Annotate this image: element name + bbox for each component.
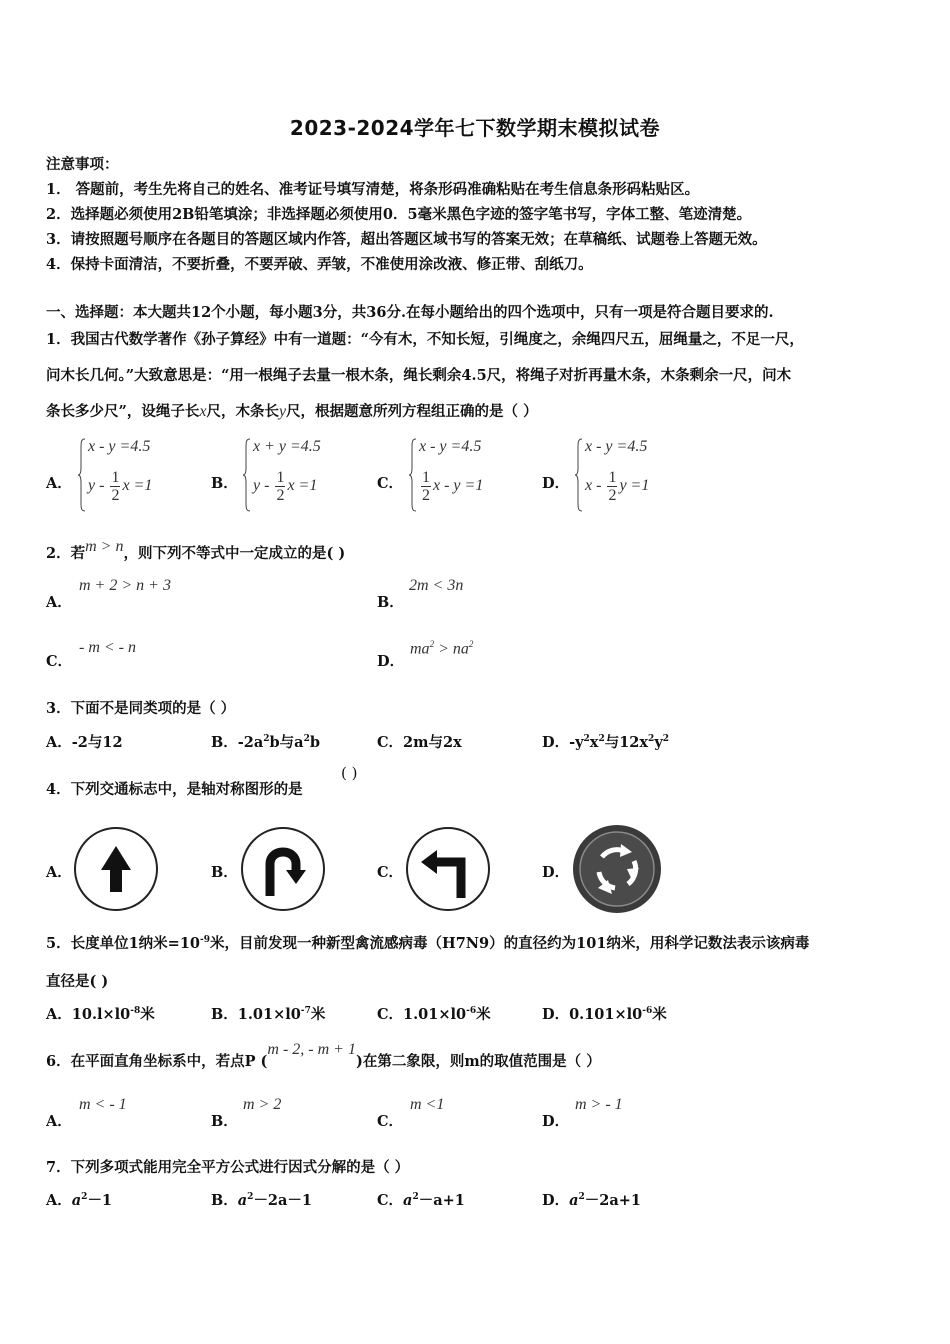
q1-option-c-system[interactable]: x - y =4.5 $\frac{1}{2}$ x - y =1 [409, 438, 509, 514]
section-heading: 一、选择题：本大题共12个小题，每小题3分，共36分.在每小题给出的四个选项中，只有一项是符合题目要求的. [46, 304, 774, 321]
q1-option-d-system[interactable]: x - y =4.5 x - $\frac{1}{2}$ y =1 [575, 438, 675, 514]
q2-option-c-expr[interactable]: - m < - n [79, 639, 137, 656]
notice-item-2: 2．选择题必须使用2B铅笔填涂；非选择题必须使用0．5毫米黑色字迹的签字笔书写，字体工整、笔迹清楚。 [46, 206, 752, 223]
q3-option-b[interactable]: B．$-2a^2b$与$a^2b$ [211, 734, 320, 751]
notice-item-1: 1． 答题前，考生先将自己的姓名、准考证号填写清楚，将条形码准确粘贴在考生信息条形码粘贴区。 [46, 181, 700, 198]
q2-option-a-label[interactable]: A． [46, 594, 72, 611]
notice-item-4: 4．保持卡面清洁，不要折叠，不要弄破、弄皱，不准使用涂改液、修正带、刮纸刀。 [46, 256, 593, 273]
roundabout-sign-icon[interactable] [572, 824, 662, 914]
q1-option-b-system[interactable]: x + y =4.5 y - $\frac{1}{2}$ x =1 [243, 438, 343, 514]
q7-option-d[interactable]: D．$a^2-2a+1$ [542, 1192, 641, 1209]
q1-option-a-system[interactable]: x - y =4.5 y - $\frac{1}{2}$ x =1 [78, 438, 178, 514]
q4-option-b-label[interactable]: B． [211, 864, 238, 881]
brace-icon [243, 438, 251, 512]
q1-option-d-label[interactable]: D． [542, 475, 570, 492]
left-turn-sign-icon[interactable] [405, 826, 491, 912]
q5-line-2: 直径是( ) [46, 973, 109, 990]
q1-line-3: 条长多少尺”，设绳子长x尺，木条长y尺，根据题意所列方程组正确的是（ ） [46, 403, 538, 420]
q5-option-a[interactable]: A．$10.l\times l0^{-8}$米 [46, 1006, 155, 1023]
q7-stem: 7．下列多项式能用完全平方公式进行因式分解的是（ ） [46, 1159, 410, 1176]
brace-icon [78, 438, 86, 512]
q6-option-d-label[interactable]: D． [542, 1113, 570, 1130]
q2-option-c-label[interactable]: C． [46, 653, 73, 670]
brace-icon [575, 438, 583, 512]
q5-option-c[interactable]: C．$1.01\times l0^{-6}$米 [377, 1006, 491, 1023]
q2-stem: 2．若m > n，则下列不等式中一定成立的是( ) [46, 538, 346, 562]
q6-option-b-label[interactable]: B． [211, 1113, 238, 1130]
q7-option-b[interactable]: B．$a^2-2a-1$ [211, 1192, 313, 1209]
straight-arrow-sign-icon[interactable] [73, 826, 159, 912]
q2-option-a-expr[interactable]: m + 2 > n + 3 [79, 577, 171, 594]
q1-line-1: 1．我国古代数学著作《孙子算经》中有一道题：“今有木，不知长短，引绳度之，余绳四尺五，屈绳量之，不足一尺， [46, 331, 804, 348]
q4-paren: ( ) [341, 764, 358, 782]
q1-option-a-label[interactable]: A． [46, 475, 72, 492]
q1-line-2: 问木长几何。”大致意思是：“用一根绳子去量一根木条，绳长剩余4.5尺，将绳子对折再量木条，木条剩余一尺，问木 [46, 367, 792, 384]
q7-option-c[interactable]: C．$a^2-a+1$ [377, 1192, 465, 1209]
page-title: 2023-2024学年七下数学期末模拟试卷 [289, 116, 661, 140]
q3-stem: 3．下面不是同类项的是（ ） [46, 700, 236, 717]
brace-icon [409, 438, 417, 512]
notice-item-3: 3．请按照题号顺序在各题目的答题区域内作答，超出答题区域书写的答案无效；在草稿纸、试题卷上答题无效。 [46, 231, 767, 248]
q2-option-b-expr[interactable]: 2m < 3n [409, 577, 464, 594]
q4-option-a-label[interactable]: A． [46, 864, 72, 881]
q3-option-c[interactable]: C．2m与2x [377, 734, 462, 751]
q6-option-c-expr[interactable]: m <1 [410, 1096, 445, 1113]
notice-heading: 注意事项： [46, 156, 119, 173]
q4-option-c-label[interactable]: C． [377, 864, 404, 881]
q6-option-c-label[interactable]: C． [377, 1113, 404, 1130]
q1-option-b-label[interactable]: B． [211, 475, 238, 492]
q5-option-d[interactable]: D．$0.101\times l0^{-6}$米 [542, 1006, 667, 1023]
q2-option-d-label[interactable]: D． [377, 653, 405, 670]
q3-option-a[interactable]: A．-2与12 [46, 734, 123, 751]
q6-option-a-expr[interactable]: m < - 1 [79, 1096, 127, 1113]
q3-option-d[interactable]: D．$-y^2x^2$与$12x^2y^2$ [542, 734, 670, 751]
q6-option-d-expr[interactable]: m > - 1 [575, 1096, 623, 1113]
q4-option-d-label[interactable]: D． [542, 864, 570, 881]
q5-line-1: 5．长度单位1纳米$=10^{-9}$米，目前发现一种新型禽流感病毒（H7N9）的直径约为101纳米，用科学记数法表示该病毒 [46, 935, 810, 952]
q2-option-d-expr[interactable]: $ma^2 > na^2$ [410, 639, 474, 658]
q6-option-a-label[interactable]: A． [46, 1113, 72, 1130]
q4-stem: 4．下列交通标志中，是轴对称图形的是 [46, 781, 303, 798]
q2-option-b-label[interactable]: B． [377, 594, 404, 611]
q6-option-b-expr[interactable]: m > 2 [243, 1096, 282, 1113]
q7-option-a[interactable]: A．$a^2-1$ [46, 1192, 113, 1209]
u-turn-sign-icon[interactable] [240, 826, 326, 912]
q6-stem: 6．在平面直角坐标系中，若点P (m - 2, - m + 1)在第二象限，则m的取值范围是（ ） [46, 1041, 601, 1070]
q5-option-b[interactable]: B．$1.01\times l0^{-7}$米 [211, 1006, 326, 1023]
q1-option-c-label[interactable]: C． [377, 475, 404, 492]
